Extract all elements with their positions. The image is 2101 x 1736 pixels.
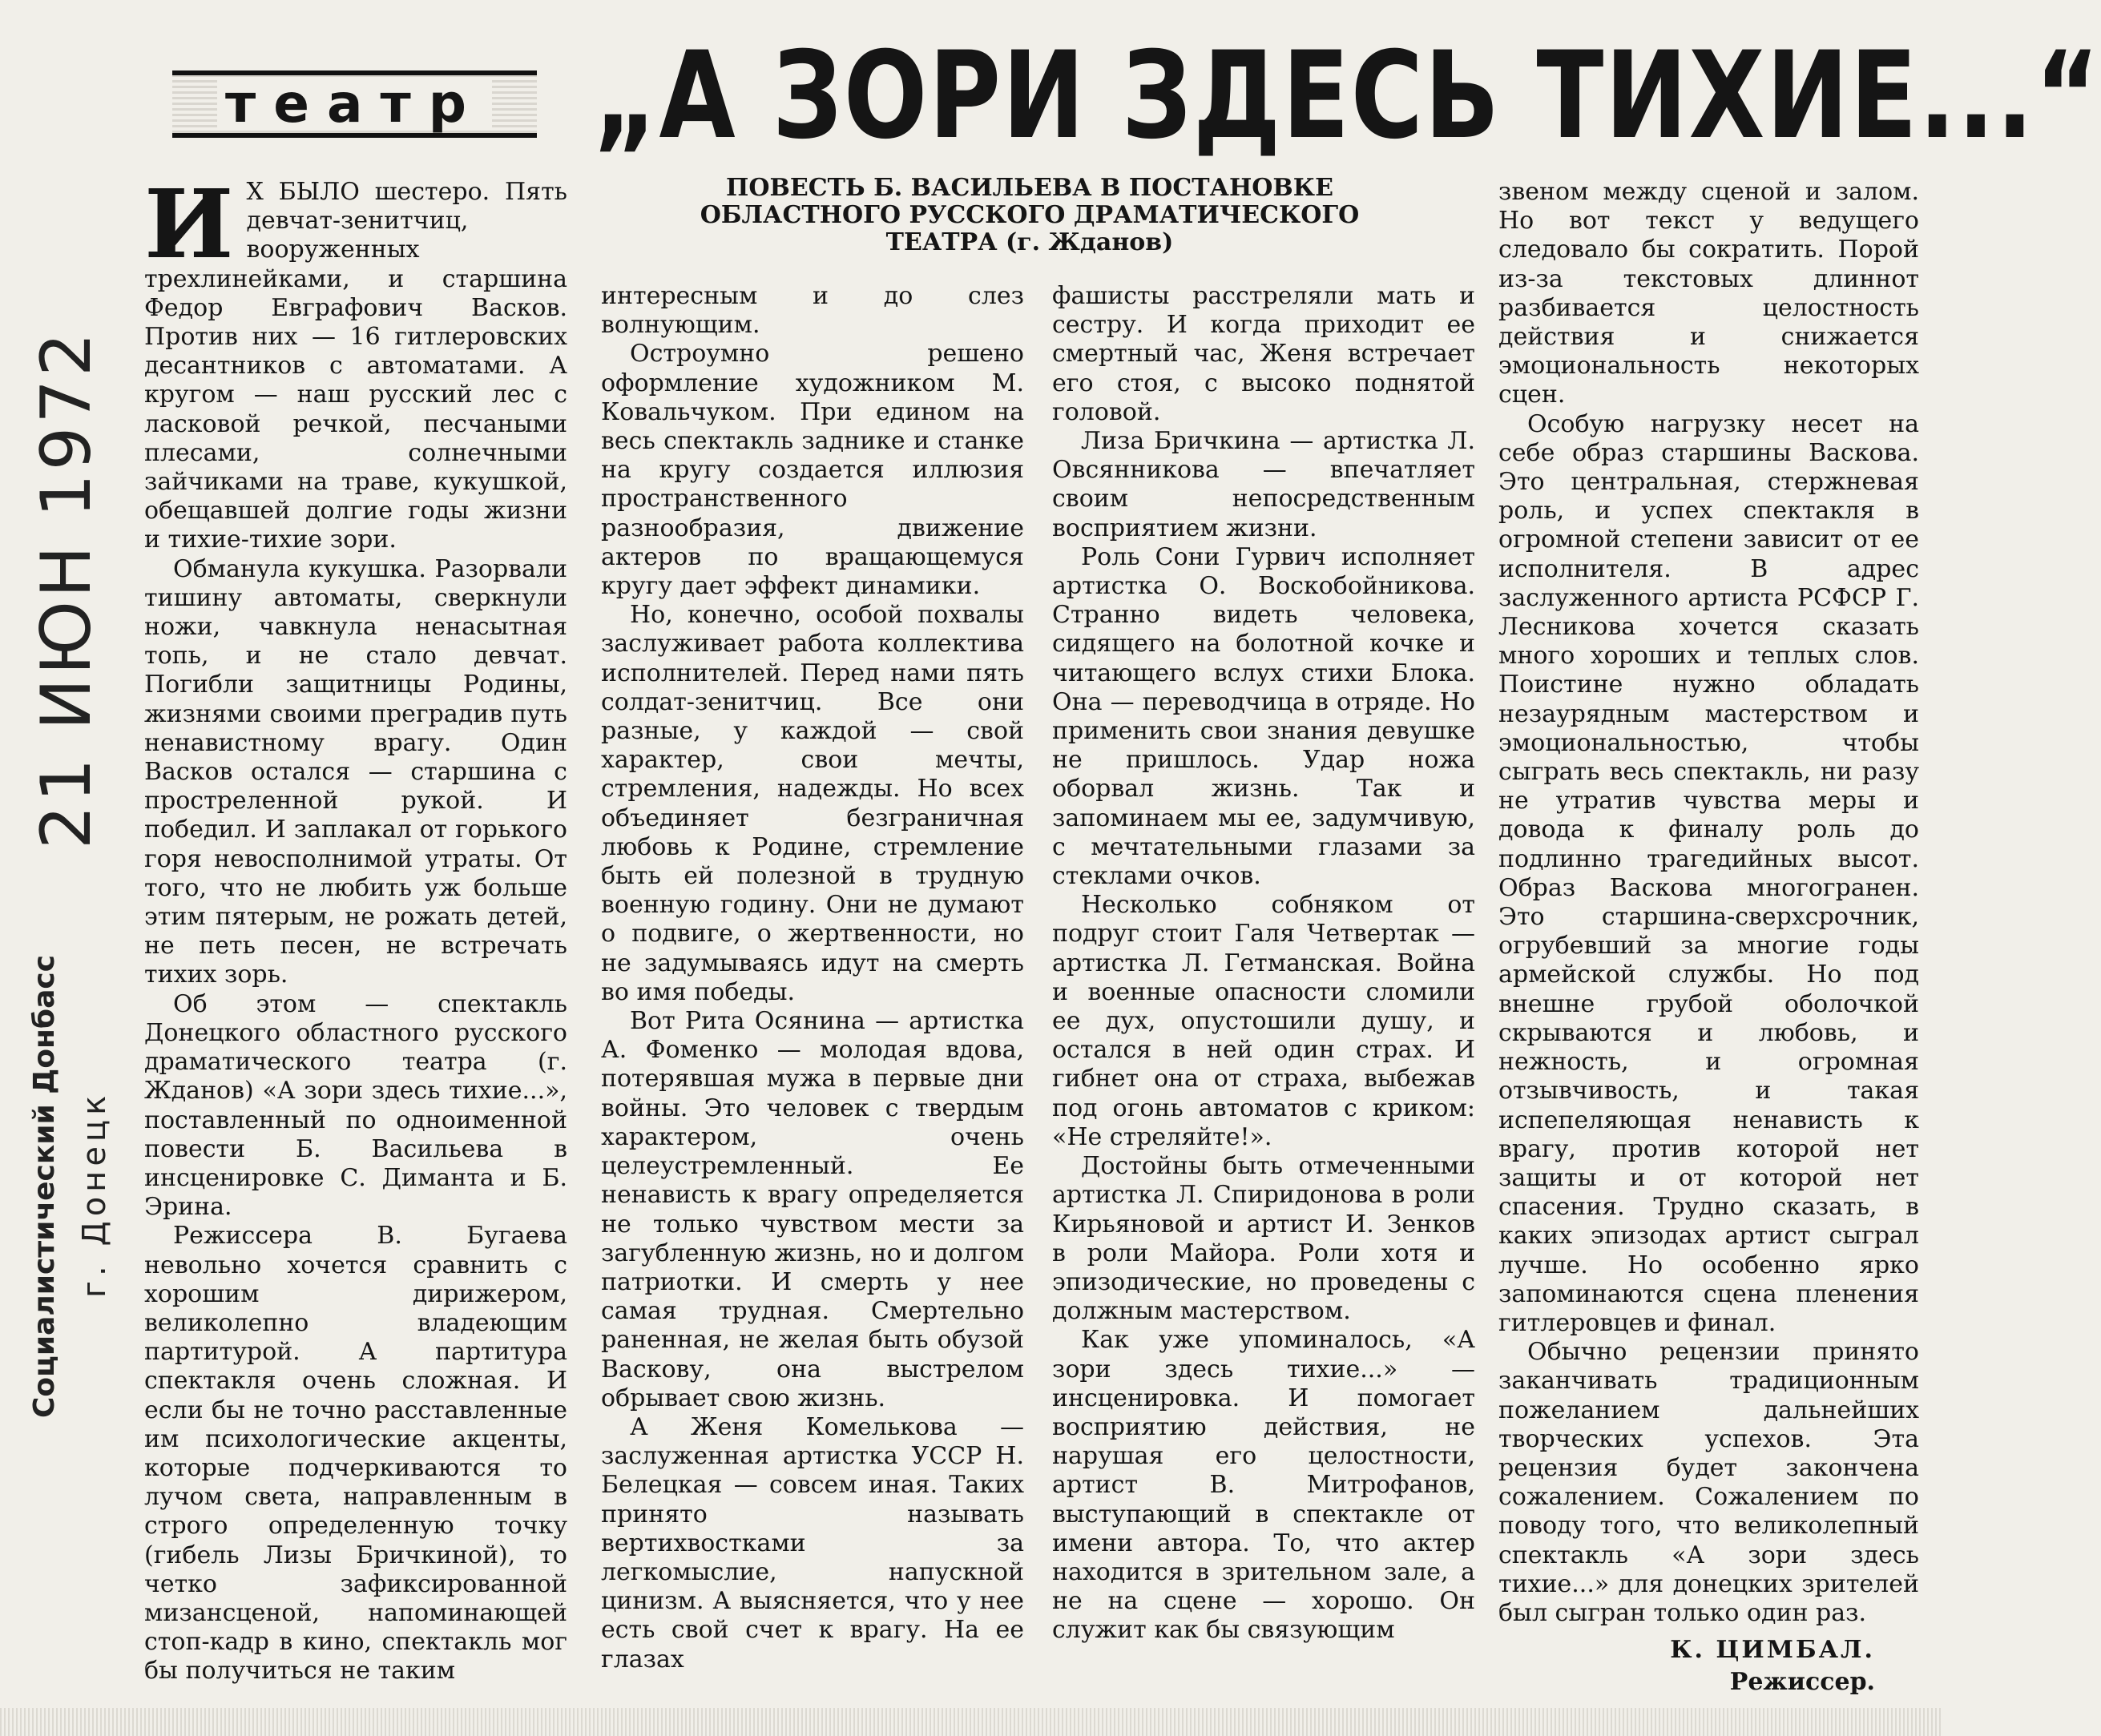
article-column-2 xyxy=(601,282,1024,1674)
author-name: К. ЦИМБАЛ. xyxy=(1670,1636,1875,1664)
paragraph: Об этом — спектакль Донецкого областного русского драматического театра (г. Жданов) «А зори здесь тихие...», поставленный по одноименной повести Б. Васильева в инсценировке С. Диманта и Б. Эрина. xyxy=(144,989,567,1222)
paragraph: Несколько собняком от подруг стоит Галя Четвертак — артистка Л. Гетманская. Война и военные опасности сломили ее дух, опустошили душу, и остался в ней один страх. И гибнет она от страха, выбежав под огонь автоматов с криком: «Не стреляйте!». xyxy=(1052,891,1475,1151)
city-stamp: г. Донецк xyxy=(76,1090,113,1298)
paragraph: Роль Сони Гурвич исполняет артистка О. Воскобойникова. Странно видеть человека, сидящего на болотной кочке и читающего вслух стихи Блока. Она — переводчица в отряде. Но применить свои знания девушке не пришлось. Удар ножа оборвал жизнь. Так и запоминаем мы ее, задумчивую, с мечтательными глазами за стеклами очков. xyxy=(1052,542,1475,891)
paragraph-text: Х БЫЛО шестеро. Пять девчат-зенитчиц, вооруженных трехлинейками, и старшина Федор Евграфович Васков. Против них — 16 гитлеровских десантников с автоматами. А кругом — наш русский лес с ласковой речкой, песчаными плесами, солнечными зайчиками на траве, кукушкой, обещавшей долгие годы жизни и тихие-тихие зори. xyxy=(144,178,567,554)
paragraph: Но, конечно, особой похвалы заслуживает работа коллектива исполнителей. Перед нами пять солдат-зенитчиц. Все они разные, у каждой — свой характер, свои мечты, стремления, надежды. Но всех объединяет безграничная любовь к Родине, стремление быть ей полезной в трудную военную годину. Они не думают о подвиге, о жертвенности, но не задумываясь идут на смерть во имя победы. xyxy=(601,601,1024,1006)
newspaper-stamp: Социалистический Донбасс xyxy=(28,954,61,1418)
article-column-4 xyxy=(1498,178,1919,1628)
paragraph: А Женя Комелькова — заслуженная артистка УССР Н. Белецкая — совсем иная. Таких принято называть вертихвостками за легкомыслие, напускной цинизм. А выясняется, что у нее есть свой счет к врагу. На ее глазах xyxy=(601,1412,1024,1674)
paragraph: Обычно рецензии принято заканчивать традиционным пожеланием дальнейших творческих успехов. Эта рецензия будет закончена сожалением. Сожалением по поводу того, что великолепный спектакль «А зори здесь тихие...» для донецких зрителей был сыгран только один раз. xyxy=(1498,1338,1919,1627)
paragraph: Вот Рита Осянина — артистка А. Фоменко — молодая вдова, потерявшая мужа в первые дни войны. Это человек с твердым характером, очень целеустремленный. Ее ненависть к врагу определяется не только чувством мести за загубленную жизнь, но и долгом патриотки. И смерть у нее самая трудная. Смертельно раненная, не желая быть обузой Васкову, она выстрелом обрывает свою жизнь. xyxy=(601,1007,1024,1412)
paragraph: звеном между сценой и залом. Но вот текст у ведущего следовало бы сократить. Порой из-за текстовых длиннот разбивается целостность действия и снижается эмоциональность некоторых сцен. xyxy=(1498,178,1919,409)
subheadline-line: ПОВЕСТЬ Б. ВАСИЛЬЕВА В ПОСТАНОВКЕ xyxy=(726,174,1333,202)
subheadline xyxy=(633,175,1426,256)
scan-edge xyxy=(0,1708,1943,1736)
rubric-label: театр xyxy=(217,78,492,131)
paragraph: Лиза Бричкина — артистка Л. Овсянникова — впечатляет своим непосредственным восприятием жизни. xyxy=(1052,427,1475,542)
drop-cap: И xyxy=(144,168,234,280)
subheadline-line: ОБЛАСТНОГО РУССКОГО ДРАМАТИЧЕСКОГО xyxy=(700,201,1360,229)
paragraph: Режиссера В. Бугаева невольно хочется сравнить с хорошим дирижером, великолепно владеющим партитурой. А партитура спектакля очень сложная. И если бы не точно расставленные им психологические акценты, которые подчеркиваются то лучом света, направленным в строго определенную точку (гибель Лизы Бричкиной), то четко зафиксированной мизансценой, напоминающей стоп-кадр в кино, спектакль мог бы получиться не таким xyxy=(144,1222,567,1686)
author-role: Режиссер. xyxy=(1729,1668,1875,1696)
headline: „А ЗОРИ ЗДЕСЬ ТИХИЕ...“ xyxy=(593,26,2101,166)
paragraph: интересным и до слез волнующим. xyxy=(601,282,1024,340)
paragraph: Достойны быть отмеченными артистка Л. Спиридонова в роли Кирьяновой и артист И. Зенков в роли Майора. Роли хотя и эпизодические, но проведены с должным мастерством. xyxy=(1052,1152,1475,1326)
paragraph: Особую нагрузку несет на себе образ старшины Васкова. Это центральная, стержневая роль, и успех спектакля в огромной степени зависит от ее исполнителя. В адрес заслуженного артиста РСФСР Г. Лесникова хочется сказать много хороших и теплых слов. Поистине нужно обладать незаурядным мастерством и эмоциональностью, чтобы сыграть весь спектакль, ни разу не утратив чувства меры и довода к финалу роль до подлинно трагедийных высот. Образ Васкова многогранен. Это старшина-сверхсрочник, огрубевший за многие годы армейской службы. Но под внешне грубой оболочкой скрываются и любовь, и нежность, и огромная отзывчивость, и такая испепеляющая ненависть к врагу, против которой нет защиты и от которой нет спасения. Трудно сказать, в каких эпизодах артист сыграл лучше. Но особенно ярко запоминаются сцена пленения гитлеровцев и финал. xyxy=(1498,409,1919,1337)
article-column-3 xyxy=(1052,282,1475,1645)
paragraph xyxy=(144,168,567,555)
article-column-1 xyxy=(144,168,567,1686)
rubric-theatre xyxy=(172,70,537,138)
paragraph: Обманула кукушка. Разорвали тишину автоматы, сверкнули ножи, чавкнула ненасытная топь, и не стало девчат. Погибли защитницы Родины, жизнями своими преградив путь ненавистному врагу. Один Васков остался — старшина с простреленной рукой. И победил. И заплакал от горького горя невосполнимой утраты. От того, что не любить уж больше этим пятерым, не рожать детей, не петь песен, не встречать тихих зорь. xyxy=(144,554,567,989)
paragraph: фашисты расстреляли мать и сестру. И когда приходит ее смертный час, Женя встречает его стоя, с высоко поднятой головой. xyxy=(1052,282,1475,426)
author-signature xyxy=(1506,1634,1875,1698)
date-stamp: 21 ИЮН 1972 xyxy=(26,329,107,849)
paragraph: Как уже упоминалось, «А зори здесь тихие...» — инсценировка. И помогает восприятию действия, не нарушая его целостности, артист В. Митрофанов, выступающий в спектакле от имени автора. То, что актер находится в зрительном зале, а не на сцене — хорошо. Он служит как бы связующим xyxy=(1052,1326,1475,1645)
paragraph: Остроумно решено оформление художником М. Ковальчуком. При едином на весь спектакль заднике и станке на кругу создается иллюзия пространственного разнообразия, движение актеров по вращающемуся кругу дает эффект динамики. xyxy=(601,340,1024,601)
subheadline-line: ТЕАТРА (г. Жданов) xyxy=(885,228,1174,256)
